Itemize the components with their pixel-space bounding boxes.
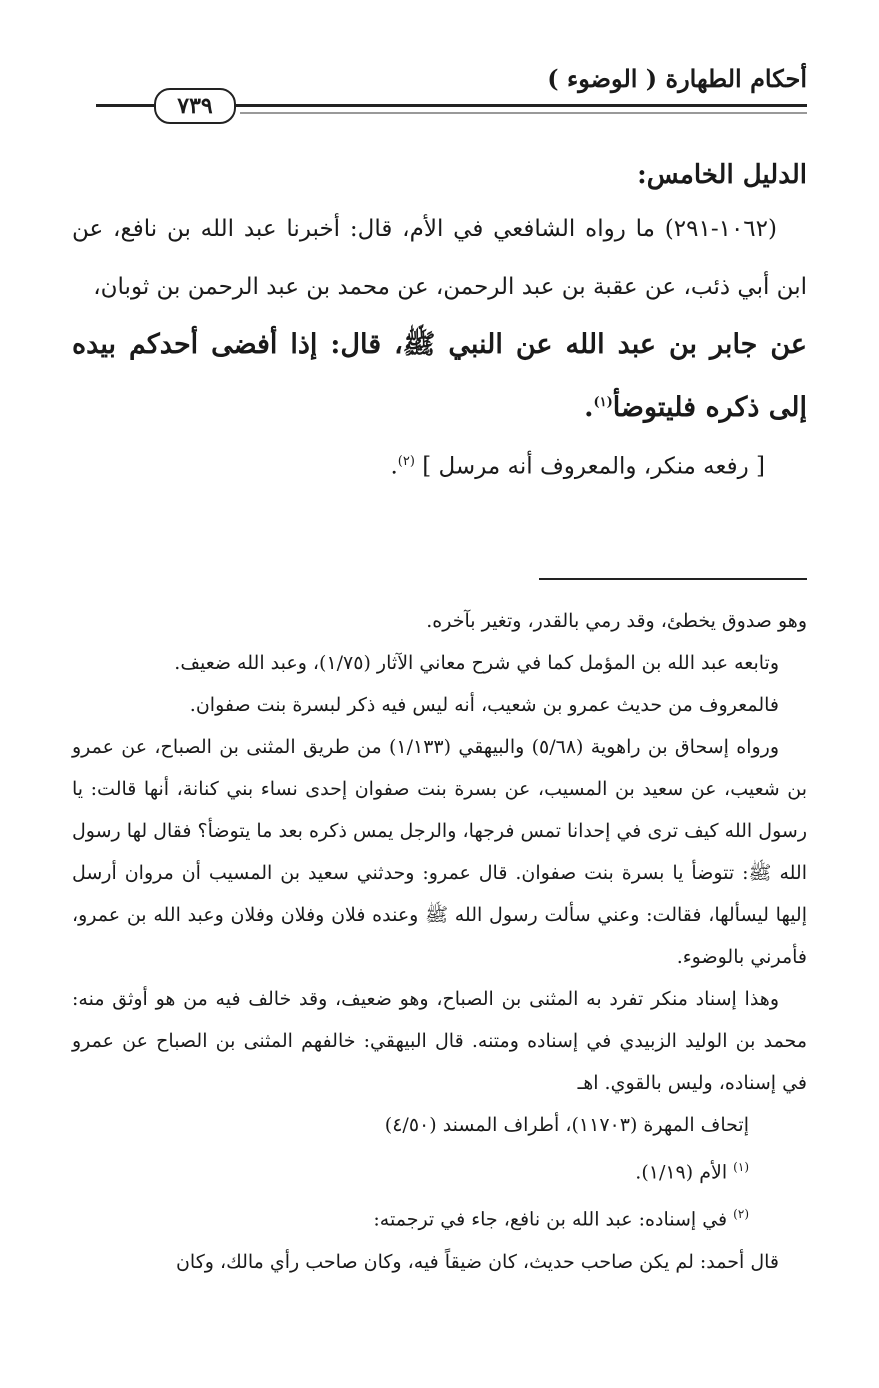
footnote-1 bbox=[72, 1146, 807, 1193]
ruling-text bbox=[72, 437, 807, 492]
footnote-2 bbox=[72, 1193, 807, 1240]
footnote-2-mark: (٢) bbox=[733, 1207, 749, 1222]
footnote-line: قال أحمد: لم يكن صاحب حديث، كان ضيقاً فيه، وكان صاحب رأي مالك، وكان bbox=[175, 1250, 779, 1273]
footnote-line: ورواه إسحاق بن راهوية (٥/٦٨) والبيهقي (١/١٣٣) من طريق المثنى بن الصباح، عن عمرو بن شعيب، عن سعيد بن المسيب، عن بسرة بنت صفوان إحدى نساء بني كنانة، أنها قالت: يا رسول الله كيف ترى في إحدانا تمس فرجها، والرجل يمس ذكره بعد ما يتوضأ؟ فقال لها رسول الله ﷺ: تتوضأ يا بسرة بنت صفوان. قال عمرو: وحدثني سعيد بن المسيب أن مروان أرسل إليها ليسألها، فقالت: وعني سألت رسول الله ﷺ وعنده فلان وفلان وفلان وعبد الله بن عمرو، فأمرني بالوضوء. bbox=[72, 736, 807, 968]
running-title: أحكام الطهارة ( الوضوء ) bbox=[547, 64, 807, 93]
footnote-line: وتابعه عبد الله بن المؤمل كما في شرح معاني الآثار (١/٧٥)، وعبد الله ضعيف. bbox=[174, 652, 779, 674]
page-number: ٧٣٩ bbox=[154, 88, 236, 124]
footnote-line: إتحاف المهرة (١١٧٠٣)، أطراف المسند (٤/٥٠) bbox=[384, 1114, 749, 1136]
hadith-text bbox=[72, 316, 807, 437]
footnote-line: وهو صدوق يخطئ، وقد رمي بالقدر، وتغير بآخره. bbox=[426, 610, 807, 632]
ruling-end: . bbox=[390, 453, 398, 480]
main-text bbox=[72, 150, 807, 492]
footnote-separator bbox=[539, 578, 807, 580]
footnote-ref-1: (١) bbox=[593, 395, 613, 410]
footnote-2-text: في إسناده: عبد الله بن نافع، جاء في ترجمته: bbox=[373, 1208, 728, 1231]
footnote-line: وهذا إسناد منكر تفرد به المثنى بن الصباح، وهو ضعيف، وقد خالف فيه من هو أوثق منه: محمد بن الوليد الزبيدي في إسناده ومتنه. قال البيهقي: خالفهم المثنى بن الصباح عن عمرو في إسناده، وليس بالقوي. اهـ bbox=[72, 988, 807, 1094]
ruling-body: [ رفعه منكر، والمعروف أنه مرسل ] bbox=[422, 453, 765, 480]
header-rule-thin bbox=[240, 112, 807, 114]
footnote-1-mark: (١) bbox=[733, 1160, 749, 1174]
isnad-paragraph: (١٠٦٢-٢٩١) ما رواه الشافعي في الأم، قال: أخبرنا عبد الله بن نافع، عن ابن أبي ذئب، عن عقبة بن عبد الرحمن، عن محمد بن عبد الرحمن بن ثوبان، bbox=[72, 216, 807, 300]
footnotes bbox=[72, 600, 807, 1283]
footnote-ref-2: (٢) bbox=[397, 454, 415, 469]
footnote-line: فالمعروف من حديث عمرو بن شعيب، أنه ليس فيه ذكر لبسرة بنت صفوان. bbox=[189, 694, 779, 716]
hadith-body: عن جابر بن عبد الله عن النبي ﷺ، قال: إذا أفضى أحدكم بيده إلى ذكره فليتوضأ bbox=[72, 329, 807, 423]
footnote-1-text: الأم (١/١٩). bbox=[635, 1161, 728, 1184]
hadith-end: . bbox=[584, 392, 594, 423]
section-heading: الدليل الخامس: bbox=[637, 160, 807, 190]
